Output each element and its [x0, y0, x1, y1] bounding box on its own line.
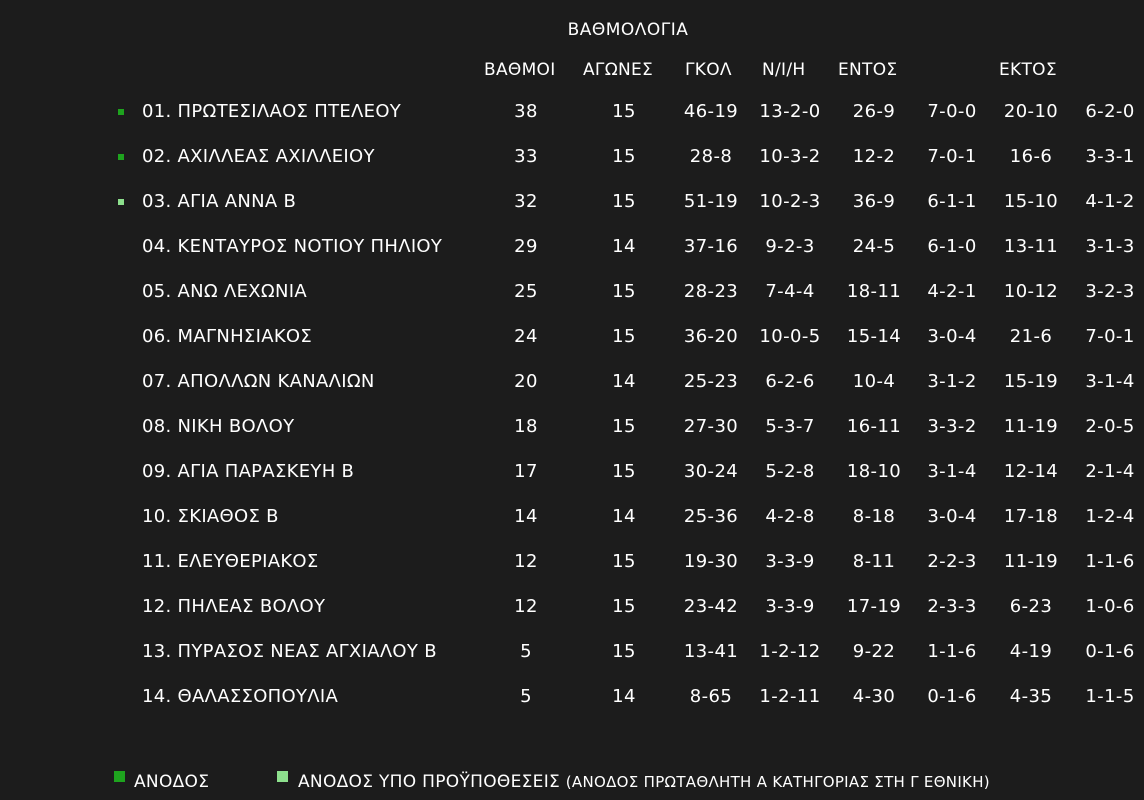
table-row [0, 187, 1144, 217]
table-row [0, 97, 1144, 127]
away-wdl-cell: 7-0-1 [1085, 326, 1135, 347]
home-wdl-cell: 6-1-1 [927, 191, 977, 212]
away-wdl-cell: 2-0-5 [1085, 416, 1135, 437]
home-goals-cell: 4-30 [852, 686, 896, 707]
goals-cell: 46-19 [683, 101, 739, 122]
home-goals-cell: 8-11 [852, 551, 896, 572]
matches-cell: 14 [612, 686, 636, 707]
home-wdl-cell: 0-1-6 [927, 686, 977, 707]
team-name: 13. ΠΥΡΑΣΟΣ ΝΕΑΣ ΑΓΧΙΑΛΟΥ Β [142, 641, 437, 662]
away-goals-cell: 20-10 [1003, 101, 1059, 122]
home-goals-cell: 24-5 [852, 236, 896, 257]
wdl-cell: 3-3-9 [765, 596, 815, 617]
wdl-cell: 9-2-3 [765, 236, 815, 257]
table-row [0, 232, 1144, 262]
header-wdl: Ν/Ι/Η [762, 60, 806, 80]
away-wdl-cell: 1-1-5 [1085, 686, 1135, 707]
away-wdl-cell: 1-2-4 [1085, 506, 1135, 527]
header-points: ΒΑΘΜΟΙ [484, 60, 556, 80]
wdl-cell: 1-2-12 [759, 641, 821, 662]
matches-cell: 14 [612, 236, 636, 257]
points-cell: 24 [514, 326, 538, 347]
team-name: 09. ΑΓΙΑ ΠΑΡΑΣΚΕΥΗ Β [142, 461, 355, 482]
table-row [0, 322, 1144, 352]
points-cell: 5 [520, 686, 532, 707]
table-row [0, 277, 1144, 307]
home-wdl-cell: 2-3-3 [927, 596, 977, 617]
table-row [0, 412, 1144, 442]
away-goals-cell: 17-18 [1003, 506, 1059, 527]
goals-cell: 25-36 [683, 506, 739, 527]
goals-cell: 23-42 [683, 596, 739, 617]
table-row [0, 637, 1144, 667]
home-wdl-cell: 3-0-4 [927, 326, 977, 347]
away-goals-cell: 12-14 [1003, 461, 1059, 482]
standings-title: ΒΑΘΜΟΛΟΓΙΑ [567, 20, 689, 40]
matches-cell: 15 [612, 596, 636, 617]
home-goals-cell: 18-11 [846, 281, 902, 302]
home-wdl-cell: 7-0-1 [927, 146, 977, 167]
points-cell: 5 [520, 641, 532, 662]
table-row [0, 592, 1144, 622]
goals-cell: 36-20 [683, 326, 739, 347]
team-name: 01. ΠΡΩΤΕΣΙΛΑΟΣ ΠΤΕΛΕΟΥ [142, 101, 402, 122]
matches-cell: 15 [612, 191, 636, 212]
team-name: 10. ΣΚΙΑΘΟΣ Β [142, 506, 279, 527]
table-row [0, 367, 1144, 397]
matches-cell: 15 [612, 101, 636, 122]
away-wdl-cell: 3-1-4 [1085, 371, 1135, 392]
points-cell: 17 [514, 461, 538, 482]
team-name: 06. ΜΑΓΝΗΣΙΑΚΟΣ [142, 326, 313, 347]
goals-cell: 27-30 [683, 416, 739, 437]
away-wdl-cell: 3-3-1 [1085, 146, 1135, 167]
home-wdl-cell: 3-1-4 [927, 461, 977, 482]
matches-cell: 15 [612, 461, 636, 482]
wdl-cell: 5-3-7 [765, 416, 815, 437]
away-goals-cell: 21-6 [1009, 326, 1053, 347]
points-cell: 29 [514, 236, 538, 257]
table-row [0, 502, 1144, 532]
goals-cell: 51-19 [683, 191, 739, 212]
matches-cell: 15 [612, 416, 636, 437]
away-goals-cell: 6-23 [1009, 596, 1053, 617]
away-goals-cell: 11-19 [1003, 416, 1059, 437]
matches-cell: 15 [612, 326, 636, 347]
away-wdl-cell: 3-2-3 [1085, 281, 1135, 302]
promotion-marker [118, 109, 124, 115]
team-name: 02. ΑΧΙΛΛΕΑΣ ΑΧΙΛΛΕΙΟΥ [142, 146, 375, 167]
home-wdl-cell: 3-0-4 [927, 506, 977, 527]
wdl-cell: 10-2-3 [759, 191, 821, 212]
points-cell: 20 [514, 371, 538, 392]
goals-cell: 13-41 [683, 641, 739, 662]
matches-cell: 15 [612, 551, 636, 572]
points-cell: 33 [514, 146, 538, 167]
team-name: 03. ΑΓΙΑ ΑΝΝΑ Β [142, 191, 297, 212]
wdl-cell: 3-3-9 [765, 551, 815, 572]
goals-cell: 8-65 [689, 686, 733, 707]
table-row [0, 457, 1144, 487]
promotion-marker [118, 154, 124, 160]
home-goals-cell: 15-14 [846, 326, 902, 347]
home-wdl-cell: 3-1-2 [927, 371, 977, 392]
wdl-cell: 10-3-2 [759, 146, 821, 167]
home-goals-cell: 8-18 [852, 506, 896, 527]
away-wdl-cell: 0-1-6 [1085, 641, 1135, 662]
wdl-cell: 10-0-5 [759, 326, 821, 347]
points-cell: 32 [514, 191, 538, 212]
header-goals: ΓΚΟΛ [685, 60, 732, 80]
points-cell: 38 [514, 101, 538, 122]
home-wdl-cell: 1-1-6 [927, 641, 977, 662]
promotion-marker [118, 199, 124, 205]
wdl-cell: 6-2-6 [765, 371, 815, 392]
conditional-promotion-legend-swatch [277, 771, 288, 782]
away-wdl-cell: 1-1-6 [1085, 551, 1135, 572]
wdl-cell: 7-4-4 [765, 281, 815, 302]
away-wdl-cell: 4-1-2 [1085, 191, 1135, 212]
team-name: 12. ΠΗΛΕΑΣ ΒΟΛΟΥ [142, 596, 326, 617]
wdl-cell: 13-2-0 [759, 101, 821, 122]
home-goals-cell: 36-9 [852, 191, 896, 212]
conditional-promotion-legend [298, 768, 990, 796]
matches-cell: 15 [612, 281, 636, 302]
table-row [0, 142, 1144, 172]
table-row [0, 682, 1144, 712]
header-away: ΕΚΤΟΣ [999, 60, 1057, 80]
home-wdl-cell: 6-1-0 [927, 236, 977, 257]
goals-cell: 28-23 [683, 281, 739, 302]
away-goals-cell: 13-11 [1003, 236, 1059, 257]
away-wdl-cell: 1-0-6 [1085, 596, 1135, 617]
team-name: 04. ΚΕΝΤΑΥΡΟΣ ΝΟΤΙΟΥ ΠΗΛΙΟΥ [142, 236, 443, 257]
matches-cell: 15 [612, 641, 636, 662]
header-home: ΕΝΤΟΣ [838, 60, 898, 80]
wdl-cell: 1-2-11 [759, 686, 821, 707]
home-wdl-cell: 7-0-0 [927, 101, 977, 122]
team-name: 05. ΑΝΩ ΛΕΧΩΝΙΑ [142, 281, 307, 302]
matches-cell: 14 [612, 506, 636, 527]
away-goals-cell: 16-6 [1009, 146, 1053, 167]
conditional-promotion-legend-label: ΑΝΟΔΟΣ ΥΠΟ ΠΡΟΫΠΟΘΕΣΕΙΣ [298, 772, 561, 792]
promotion-legend-swatch [114, 771, 125, 782]
home-wdl-cell: 2-2-3 [927, 551, 977, 572]
goals-cell: 30-24 [683, 461, 739, 482]
home-goals-cell: 18-10 [846, 461, 902, 482]
points-cell: 14 [514, 506, 538, 527]
home-wdl-cell: 4-2-1 [927, 281, 977, 302]
away-wdl-cell: 3-1-3 [1085, 236, 1135, 257]
goals-cell: 19-30 [683, 551, 739, 572]
points-cell: 12 [514, 596, 538, 617]
promotion-legend-label: ΑΝΟΔΟΣ [134, 772, 210, 792]
goals-cell: 37-16 [683, 236, 739, 257]
away-wdl-cell: 2-1-4 [1085, 461, 1135, 482]
home-goals-cell: 26-9 [852, 101, 896, 122]
away-goals-cell: 15-10 [1003, 191, 1059, 212]
team-name: 07. ΑΠΟΛΛΩΝ ΚΑΝΑΛΙΩΝ [142, 371, 375, 392]
away-wdl-cell: 6-2-0 [1085, 101, 1135, 122]
wdl-cell: 4-2-8 [765, 506, 815, 527]
goals-cell: 25-23 [683, 371, 739, 392]
home-goals-cell: 9-22 [852, 641, 896, 662]
points-cell: 12 [514, 551, 538, 572]
home-goals-cell: 16-11 [846, 416, 902, 437]
header-matches: ΑΓΩΝΕΣ [583, 60, 654, 80]
away-goals-cell: 4-19 [1009, 641, 1053, 662]
away-goals-cell: 10-12 [1003, 281, 1059, 302]
points-cell: 18 [514, 416, 538, 437]
matches-cell: 14 [612, 371, 636, 392]
away-goals-cell: 4-35 [1009, 686, 1053, 707]
away-goals-cell: 15-19 [1003, 371, 1059, 392]
home-goals-cell: 12-2 [852, 146, 896, 167]
team-name: 08. ΝΙΚΗ ΒΟΛΟΥ [142, 416, 295, 437]
table-row [0, 547, 1144, 577]
wdl-cell: 5-2-8 [765, 461, 815, 482]
conditional-promotion-legend-note: (ΑΝΟΔΟΣ ΠΡΩΤΑΘΛΗΤΗ Α ΚΑΤΗΓΟΡΙΑΣ ΣΤΗ Γ ΕΘΝΙΚΗ) [565, 773, 990, 791]
team-name: 11. ΕΛΕΥΘΕΡΙΑΚΟΣ [142, 551, 319, 572]
home-goals-cell: 17-19 [846, 596, 902, 617]
goals-cell: 28-8 [689, 146, 733, 167]
home-wdl-cell: 3-3-2 [927, 416, 977, 437]
matches-cell: 15 [612, 146, 636, 167]
team-name: 14. ΘΑΛΑΣΣΟΠΟΥΛΙΑ [142, 686, 339, 707]
points-cell: 25 [514, 281, 538, 302]
home-goals-cell: 10-4 [852, 371, 896, 392]
away-goals-cell: 11-19 [1003, 551, 1059, 572]
